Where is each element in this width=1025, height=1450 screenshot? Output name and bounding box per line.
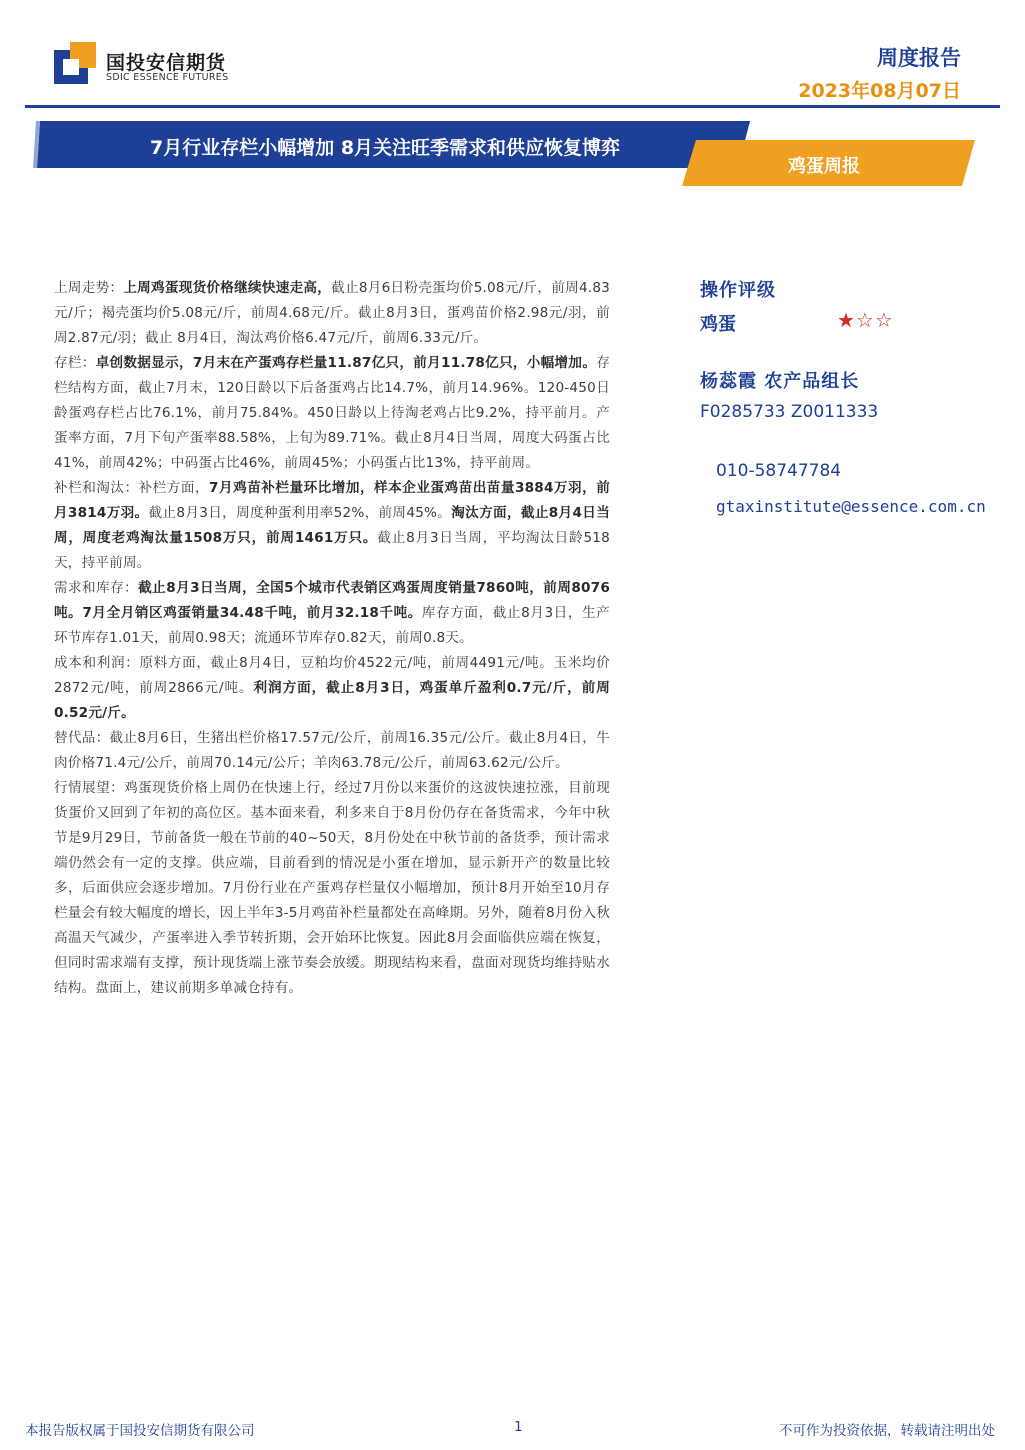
bold-text: 截止8月3日当周，全国5个城市代表销区鸡蛋周度销量7860吨，前周8076吨。7月全月销区鸡蛋销量34.48千吨，前月32.18千吨。: [54, 580, 610, 621]
paragraph-substitutes: [54, 726, 610, 776]
report-type: 周度报告: [877, 46, 961, 70]
lead-text: 上周走势：: [54, 280, 124, 296]
report-title: 7月行业存栏小幅增加 8月关注旺季需求和供应恢复博弈: [150, 137, 621, 159]
star-rating-icon: ★☆☆: [837, 308, 894, 332]
bold-text: 卓创数据显示，7月末在产蛋鸡存栏量11.87亿只，前月11.78亿只，小幅增加。: [95, 355, 597, 371]
paragraph-replenish-cull: [54, 476, 610, 576]
paragraph-weekly-trend: [54, 276, 610, 351]
lead-text: 补栏和淘汰：补栏方面，: [54, 480, 210, 496]
lead-text: 需求和库存：: [54, 580, 139, 596]
footer-copyright: 本报告版权属于国投安信期货有限公司: [25, 1423, 255, 1439]
report-body: [54, 276, 610, 1001]
company-logo: [54, 42, 234, 86]
body-text: 库存方面，截止8月3日，生产环节库存1.01天，前周0.98天；流通环节库存0.82天，前周0.8天。: [54, 605, 610, 646]
rating-item-name: 鸡蛋: [700, 314, 736, 335]
logo-name-en: SDIC ESSENCE FUTURES: [106, 72, 229, 83]
page-number: 1: [514, 1419, 523, 1435]
lead-text: 行情展望：鸡蛋现货价格上周仍在快速上行，经过7月份以来蛋价的这波快速拉涨，目前现货蛋价又回到了年初的高位区。基本面来看，利多来自于8月份仍存在备货需求，今年中秋节是9月29日，节前备货一般在节前的40~50天，8月份处在中秋节前的备货季，预计需求端仍然会有一定的支撑。供应端，目前看到的情况是小蛋在增加，显示新开产的数量比较多，后面供应会逐步增加。7月份行业在产蛋鸡存栏量仅小幅增加，预计8月开始至10月存栏量会有较大幅度的增长，因上半年3-5月鸡苗补栏量都处在高峰期。另外，随着8月份入秋高温天气减少，产蛋率进入季节转折期，会开始环比恢复。因此8月会面临供应端在恢复，但同时需求端有支撑，预计现货端上涨节奏会放缓。期现结构来看，盘面对现货均维持贴水结构。盘面上，建议前期多单减仓持有。: [54, 780, 610, 996]
bold-text: 利润方面，截止8月3日，鸡蛋单斤盈利0.7元/斤，前周0.52元/斤。: [54, 680, 610, 721]
header-divider: [25, 105, 1000, 108]
report-category-tag: 鸡蛋周报: [788, 156, 860, 177]
body-text: 截止8月3日当周，平均淘汰日龄518天，持平前周。: [54, 530, 610, 571]
bold-text: 上周鸡蛋现货价格继续快速走高，: [123, 280, 332, 296]
analyst-name: 杨蕊霞 农产品组长: [700, 371, 860, 392]
body-text: 截止8月3日，周度种蛋利用率52%，前周45%。: [148, 505, 452, 521]
paragraph-outlook: [54, 776, 610, 1001]
lead-text: 成本和利润：原料方面，截止8月4日，豆粕均价4522元/吨，前周4491元/吨。玉米均价2872元/吨，前周2866元/吨。: [54, 655, 610, 696]
lead-text: 替代品：截止8月6日，生猪出栏价格17.57元/公斤，前周16.35元/公斤。截止8月4日，牛肉价格71.4元/公斤，前周70.14元/公斤；羊肉63.78元/公斤，前周63.62元/公斤。: [54, 730, 610, 771]
bold-text: 淘汰方面，截止8月4日当周，周度老鸡淘汰量1508万只，前周1461万只。: [54, 505, 610, 546]
paragraph-inventory: [54, 351, 610, 476]
footer-disclaimer: 不可作为投资依据，转载请注明出处: [779, 1423, 995, 1439]
contact-phone: 010-58747784: [716, 461, 842, 481]
analyst-certificate: F0285733 Z0011333: [700, 402, 879, 422]
bold-text: 7月鸡苗补栏量环比增加，样本企业蛋鸡苗出苗量3884万羽，前月3814万羽。: [54, 480, 610, 521]
lead-text: 存栏：: [54, 355, 96, 371]
logo-name-cn: 国投安信期货: [106, 52, 227, 74]
paragraph-demand-stock: [54, 576, 610, 651]
report-date: 2023年08月07日: [798, 80, 961, 102]
contact-email[interactable]: gtaxinstitute@essence.com.cn: [716, 497, 986, 516]
body-text: 存栏结构方面，截止7月末，120日龄以下后备蛋鸡占比14.7%，前月14.96%。120-450日龄蛋鸡存栏占比76.1%，前月75.84%。450日龄以上待淘老鸡占比9.2%，持平前月。产蛋率方面，7月下旬产蛋率88.58%，上旬为89.71%。截止8月4日当周，周度大码蛋占比41%，前周42%；中码蛋占比46%，前周45%；小码蛋占比13%，持平前周。: [54, 355, 610, 471]
logo-mark-icon: [54, 42, 96, 84]
rating-title: 操作评级: [700, 280, 776, 301]
paragraph-cost-profit: [54, 651, 610, 726]
body-text: 截止8月6日粉壳蛋均价5.08元/斤，前周4.83元/斤；褐壳蛋均价5.08元/斤，前周4.68元/斤。截止8月3日，蛋鸡苗价格2.98元/羽，前周2.87元/羽；截止 8月4日，淘汰鸡价格6.47元/斤，前周6.33元/斤。: [54, 280, 611, 346]
